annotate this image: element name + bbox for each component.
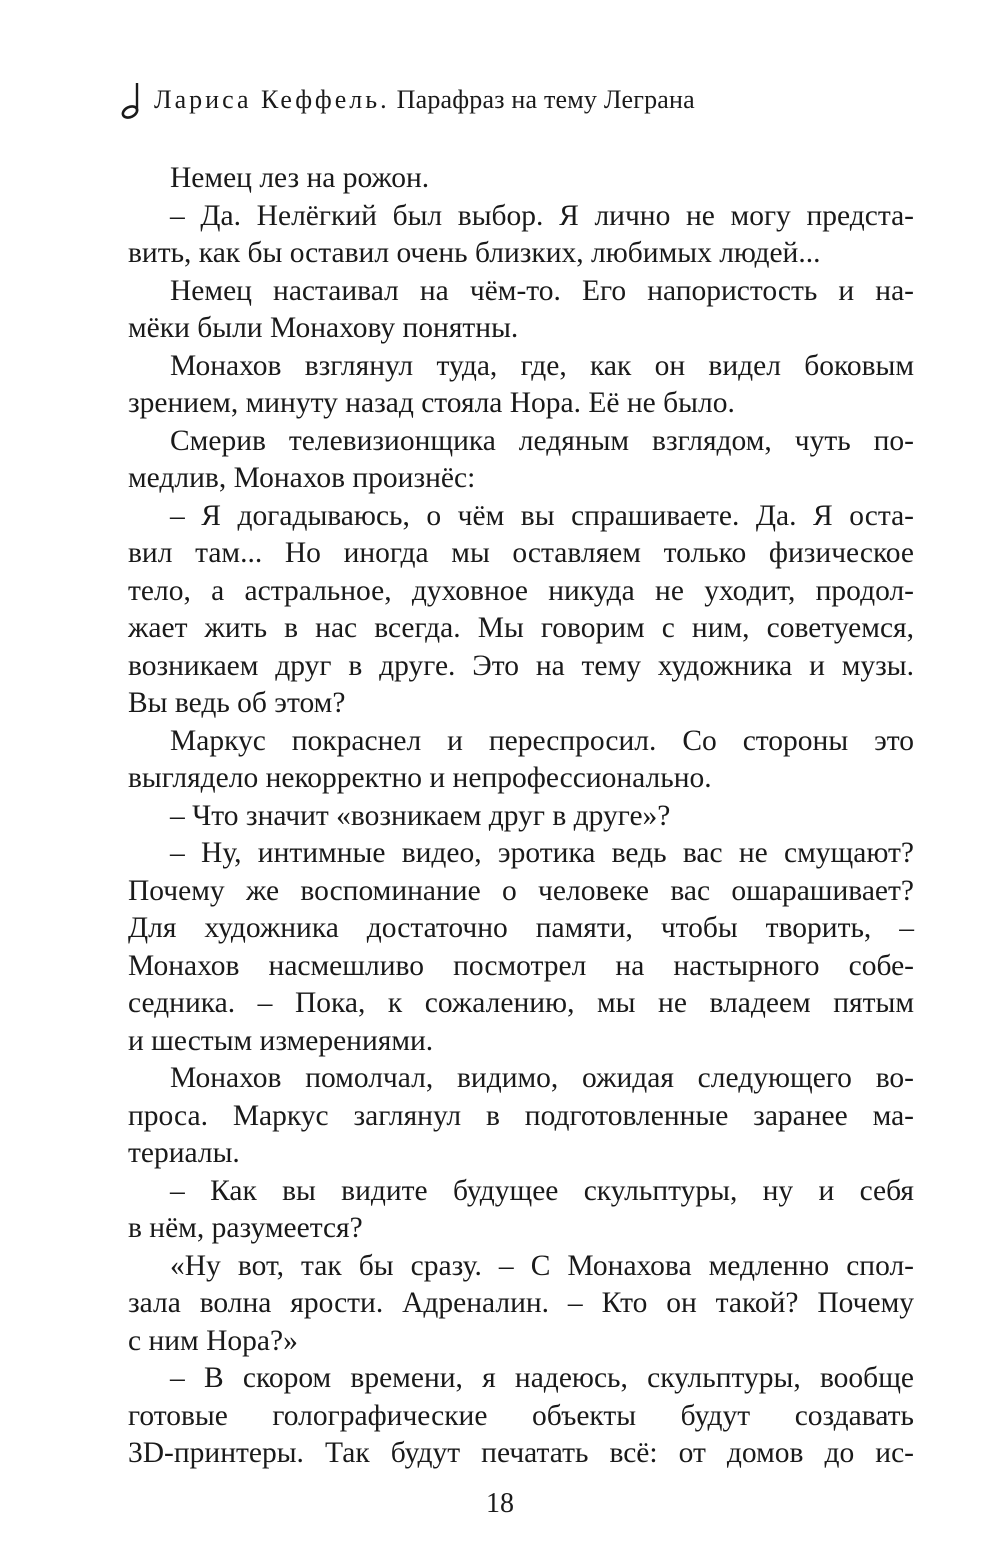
running-head xyxy=(120,78,695,122)
text-line: проса. Маркус заглянул в подготовленные заранее ма- xyxy=(128,1099,914,1132)
text-line: – Ну, интимные видео, эротика ведь вас не смущают? xyxy=(170,837,914,869)
text-line: Маркус покраснел и переспросил. Со стороны это xyxy=(170,724,914,757)
text-line: с ним Нора?» xyxy=(128,1324,298,1357)
text-line: зала волна ярости. Адреналин. – Кто он такой? Почему xyxy=(128,1287,914,1319)
page-number: 18 xyxy=(486,1488,514,1519)
text-line: Вы ведь об этом? xyxy=(128,687,346,719)
text-line: Немец настаивал на чём-то. Его напористость и на- xyxy=(170,274,914,307)
text-line: Монахов насмешливо посмотрел на настырного собе- xyxy=(128,949,914,982)
text-line: готовые голографические объекты будут создавать xyxy=(128,1399,914,1432)
body-text xyxy=(128,160,914,1473)
text-line: Монахов взглянул туда, где, как он видел боковым xyxy=(170,349,914,382)
running-head-separator: . xyxy=(380,85,387,114)
text-line: в нём, разумеется? xyxy=(128,1212,363,1244)
text-line: вил там... Но иногда мы оставляем только физическое xyxy=(128,537,914,569)
text-line: вить, как бы оставил очень близких, любимых людей... xyxy=(128,237,821,269)
text-line: жает жить в нас всегда. Мы говорим с ним, советуемся, xyxy=(128,612,914,644)
text-line: 3D-принтеры. Так будут печатать всё: от домов до ис- xyxy=(128,1437,914,1469)
music-note-icon xyxy=(120,80,142,120)
text-line: Почему же воспоминание о человеке вас ошарашивает? xyxy=(128,874,914,907)
text-line: – В скором времени, я надеюсь, скульптуры, вообще xyxy=(170,1362,914,1394)
running-head-title: Парафраз на тему Леграна xyxy=(396,85,695,114)
text-line: седника. – Пока, к сожалению, мы не владеем пятым xyxy=(128,987,914,1019)
text-line: – Что значит «возникаем друг в друге»? xyxy=(170,799,671,832)
text-line: и шестым измерениями. xyxy=(128,1024,434,1057)
text-line: выглядело некорректно и непрофессионально. xyxy=(128,762,712,794)
text-line: териалы. xyxy=(128,1137,240,1169)
text-line: возникаем друг в друге. Это на тему художника и музы. xyxy=(128,649,914,682)
text-line: Для художника достаточно памяти, чтобы творить, – xyxy=(128,912,914,944)
text-line: зрением, минуту назад стояла Нора. Её не было. xyxy=(128,387,735,419)
text-line: «Ну вот, так бы сразу. – С Монахова медленно спол- xyxy=(170,1249,914,1282)
text-line: Немец лез на рожон. xyxy=(170,162,430,194)
text-line: – Я догадываюсь, о чём вы спрашиваете. Да. Я оста- xyxy=(170,499,914,532)
text-line: – Как вы видите будущее скульптуры, ну и себя xyxy=(170,1174,914,1207)
text-line: мёки были Монахову понятны. xyxy=(128,312,519,344)
text-line: медлив, Монахов произнёс: xyxy=(128,462,476,494)
text-line: – Да. Нелёгкий был выбор. Я лично не могу предста- xyxy=(170,199,914,232)
text-line: Монахов помолчал, видимо, ожидая следующего во- xyxy=(170,1062,914,1094)
running-head-author: Лариса Кеффель xyxy=(154,85,381,114)
text-line: тело, а астральное, духовное никуда не уходит, продол- xyxy=(128,574,914,607)
text-line: Смерив телевизионщика ледяным взглядом, чуть по- xyxy=(170,424,914,457)
